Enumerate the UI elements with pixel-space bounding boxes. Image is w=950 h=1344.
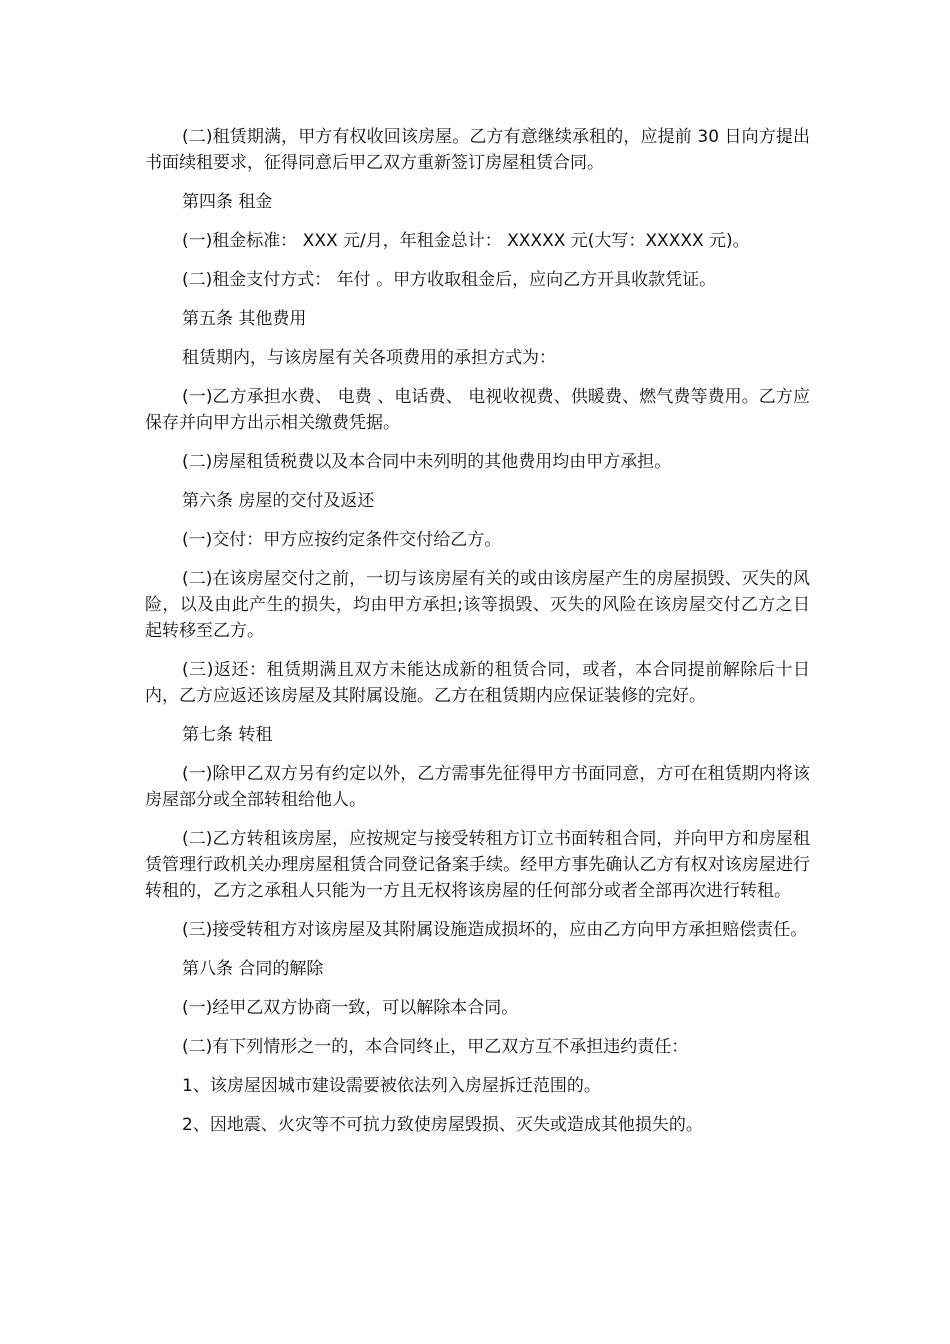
paragraph-renewal: (二)租赁期满，甲方有权收回该房屋。乙方有意继续承租的，应提前 30 日向方提出书面续租要求，征得同意后甲乙双方重新签订房屋租赁合同。 (145, 127, 810, 173)
document-body (145, 124, 810, 1151)
paragraph-fees-landlord: (二)房屋租赁税费以及本合同中未列明的其他费用均由甲方承担。 (182, 452, 672, 472)
paragraph-sublet-damage: (三)接受转租方对该房屋及其附属设施造成损坏的，应由乙方向甲方承担赔偿责任。 (182, 920, 808, 940)
paragraph-rent-standard: (一)租金标准： XXX 元/月，年租金总计： XXXXX 元(大写：XXXXX 元)。 (182, 231, 750, 251)
heading-article-6: 第六条 房屋的交付及返还 (182, 491, 375, 511)
heading-article-8: 第八条 合同的解除 (182, 959, 324, 979)
heading-article-7: 第七条 转租 (182, 725, 273, 745)
list-item-force-majeure: 2、因地震、火灾等不可抗力致使房屋毁损、灭失或造成其他损失的。 (182, 1115, 703, 1135)
paragraph-rent-payment: (二)租金支付方式： 年付 。甲方收取租金后，应向乙方开具收款凭证。 (182, 270, 717, 290)
list-item-demolition: 1、该房屋因城市建设需要被依法列入房屋拆迁范围的。 (182, 1076, 601, 1096)
paragraph-return: (三)返还：租赁期满且双方未能达成新的租赁合同，或者，本合同提前解除后十日内，乙方应返还该房屋及其附属设施。乙方在租赁期内应保证装修的完好。 (145, 660, 810, 706)
paragraph-sublet-consent: (一)除甲乙双方另有约定以外，乙方需事先征得甲方书面同意，方可在租赁期内将该房屋部分或全部转租给他人。 (145, 764, 810, 810)
paragraph-termination-mutual: (一)经甲乙双方协商一致，可以解除本合同。 (182, 998, 519, 1018)
paragraph-delivery: (一)交付：甲方应按约定条件交付给乙方。 (182, 530, 502, 550)
paragraph-sublet-contract: (二)乙方转租该房屋，应按规定与接受转租方订立书面转租合同，并向甲方和房屋租赁管理行政机关办理房屋租赁合同登记备案手续。经甲方事先确认乙方有权对该房屋进行转租的，乙方之承租人只能为一方且无权将该房屋的任何部分或者全部再次进行转租。 (145, 829, 810, 901)
paragraph-fees-intro: 租赁期内，与该房屋有关各项费用的承担方式为： (182, 348, 556, 368)
heading-article-5: 第五条 其他费用 (182, 309, 307, 329)
paragraph-risk: (二)在该房屋交付之前，一切与该房屋有关的或由该房屋产生的房屋损毁、灭失的风险，以及由此产生的损失，均由甲方承担;该等损毁、灭失的风险在该房屋交付乙方之日起转移至乙方。 (145, 569, 810, 641)
paragraph-termination-cases: (二)有下列情形之一的，本合同终止，甲乙双方互不承担违约责任： (182, 1037, 689, 1057)
heading-article-4: 第四条 租金 (182, 192, 273, 212)
paragraph-fees-tenant: (一)乙方承担水费、 电费 、电话费、 电视收视费、供暖费、燃气费等费用。乙方应保存并向甲方出示相关缴费凭据。 (145, 387, 810, 433)
